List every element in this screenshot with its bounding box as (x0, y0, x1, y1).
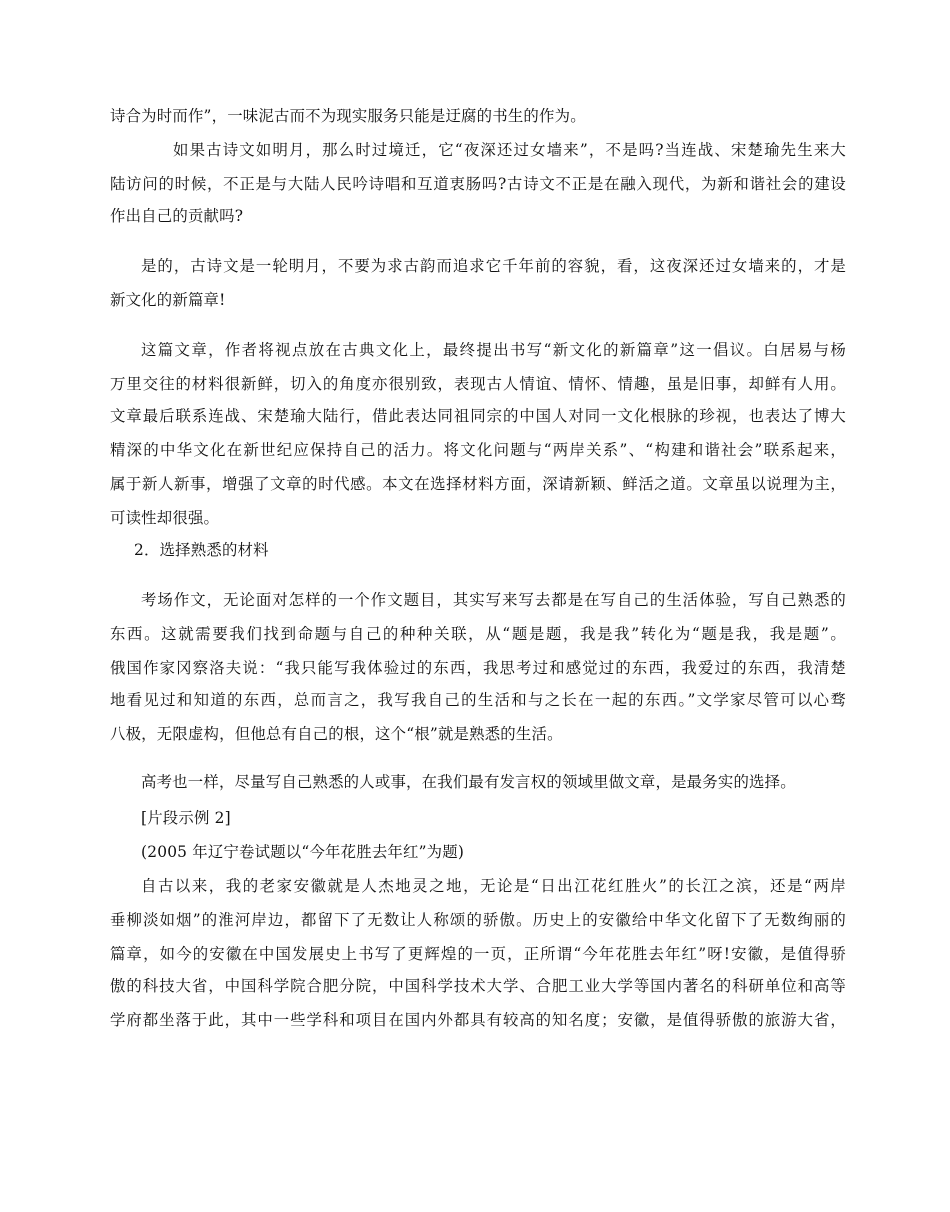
text-line: 东西。这就需要我们找到命题与自己的种种关联，从“题是题，我是我”转化为“题是我，我是题”。 (110, 625, 846, 643)
text-line: 八极，无限虚构，但他总有自己的根，这个“根”就是熟悉的生活。 (110, 725, 563, 743)
text-line: [片段示例 2] (141, 809, 231, 827)
text-line: 陆访问的时候，不正是与大陆人民吟诗唱和互道衷肠吗?古诗文不正是在融入现代，为新和谐社会的建设 (110, 175, 846, 193)
text-line: 自古以来，我的老家安徽就是人杰地灵之地，无论是“日出江花红胜火”的长江之滨，还是“两岸 (141, 877, 846, 895)
text-line: 如果古诗文如明月，那么时过境迁，它“夜深还过女墙来”，不是吗?当连战、宋楚瑜先生来大 (173, 141, 846, 159)
text-line: 傲的科技大省，中国科学院合肥分院，中国科学技术大学、合肥工业大学等国内著名的科研单位和高等 (110, 977, 846, 995)
text-line: 诗合为时而作”，一味泥古而不为现实服务只能是迂腐的书生的作为。 (110, 107, 586, 125)
text-line: (2005 年辽宁卷试题以“今年花胜去年红”为题) (141, 843, 465, 861)
text-line: 是的，古诗文是一轮明月，不要为求古韵而追求它千年前的容貌，看，这夜深还过女墙来的，才是 (141, 257, 846, 275)
text-line: 属于新人新事，增强了文章的时代感。本文在选择材料方面，深请新颖、鲜活之道。文章虽以说理为主， (110, 475, 846, 493)
text-line: 高考也一样，尽量写自己熟悉的人或事，在我们最有发言权的领域里做文章，是最务实的选择。 (141, 773, 796, 791)
text-line: 万里交往的材料很新鲜，切入的角度亦很别致，表现古人情谊、情怀、情趣，虽是旧事，却鲜有人用。 (110, 375, 846, 393)
text-line: 俄国作家冈察洛夫说：“我只能写我体验过的东西，我思考过和感觉过的东西，我爱过的东西，我清楚 (110, 659, 846, 677)
text-line: 地看见过和知道的东西，总而言之，我写我自己的生活和与之长在一起的东西。”文学家尽管可以心骛 (110, 691, 846, 709)
text-line: 2．选择熟悉的材料 (134, 541, 269, 559)
text-line: 作出自己的贡献吗? (110, 207, 244, 225)
text-line: 篇章，如今的安徽在中国发展史上书写了更辉煌的一页，正所谓“今年花胜去年红”呀!安徽，是值得骄 (110, 945, 846, 963)
text-line: 考场作文，无论面对怎样的一个作文题目，其实写来写去都是在写自己的生活体验，写自己熟悉的 (141, 591, 846, 609)
text-line: 学府都坐落于此，其中一些学科和项目在国内外都具有较高的知名度；安徽，是值得骄傲的旅游大省， (110, 1011, 846, 1029)
text-line: 精深的中华文化在新世纪应保持自己的活力。将文化问题与“两岸关系”、“构建和谐社会”联系起来， (110, 441, 846, 459)
text-line: 这篇文章，作者将视点放在古典文化上，最终提出书写“新文化的新篇章”这一倡议。白居易与杨 (141, 341, 846, 359)
text-line: 垂柳淡如烟”的淮河岸边，都留下了无数让人称颂的骄傲。历史上的安徽给中华文化留下了无数绚丽的 (110, 911, 846, 929)
text-line: 新文化的新篇章! (110, 291, 226, 309)
text-line: 可读性却很强。 (110, 509, 220, 527)
text-line: 文章最后联系连战、宋楚瑜大陆行，借此表达同祖同宗的中国人对同一文化根脉的珍视，也表达了博大 (110, 407, 846, 425)
